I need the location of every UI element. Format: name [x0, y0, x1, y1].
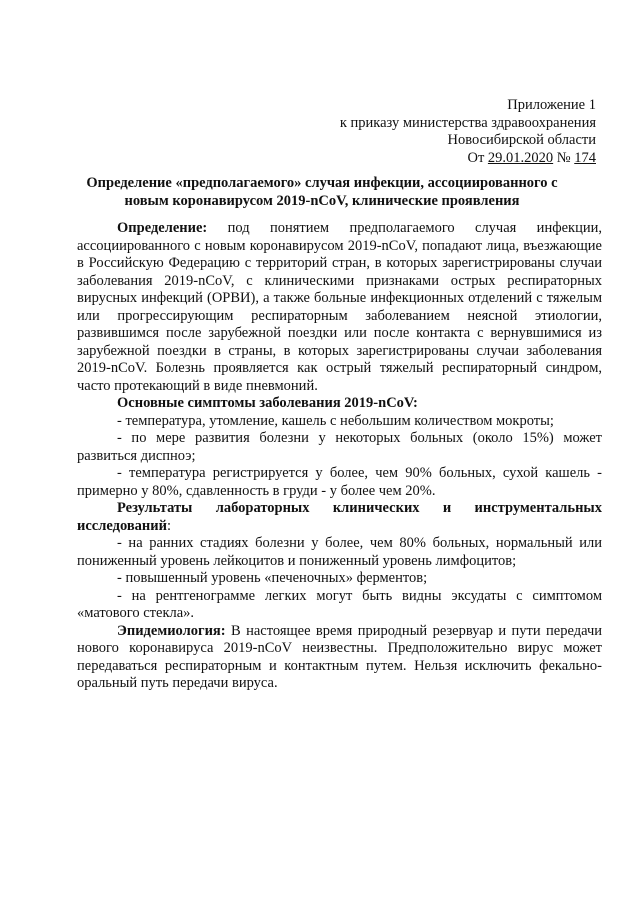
appendix-line2: к приказу министерства здравоохранения: [339, 114, 596, 131]
appendix-order-line: [340, 150, 596, 168]
appendix-line3: Новосибирской области: [447, 132, 596, 148]
appendix-line1: Приложение 1: [507, 97, 596, 113]
appendix-header: [340, 97, 596, 167]
symptom-item: - температура, утомление, кашель с небольшим количеством мокроты;: [117, 412, 554, 429]
title-line2: новым коронавирусом 2019-nCoV, клинические проявления: [124, 192, 520, 209]
lab-item: - на рентгенограмме легких могут быть видны эксудаты с симптомом «матового стекла».: [77, 587, 602, 621]
definition-text: под понятием предполагаемого случая инфекции, ассоциированного с новым коронавирусом 2019-nCoV, попадают лица, въезжающие в Российскую Федерацию с территорий стран, в которых зарегистрированы случаи заболевания 2019-nCoV, с клиническими признаками острых респираторных вирусных инфекций (ОРВИ), а также больные инфекционных отделений с тяжелым или прогрессирующим респираторным заболеванием неясной этиологии, развившимся после зарубежной поездки или после контакта с вернувшимися из зарубежной поездки в страны, в которых зарегистрированы случаи заболевания 2019-nCoV. Болезнь проявляется как острый тяжелый респираторный синдром, часто протекающий в виде пневмоний.: [77, 220, 602, 394]
symptoms-heading: Основные симптомы заболевания 2019-nCoV:: [117, 395, 418, 411]
document-body: [77, 220, 602, 693]
epidemiology-label: Эпидемиология:: [117, 622, 226, 639]
symptom-item: - температура регистрируется у более, чем 90% больных, сухой кашель - примерно у 80%, сдавленность в груди - у более чем 20%.: [77, 465, 602, 499]
epidemiology-text: В настоящее время природный резервуар и пути передачи нового коронавируса 2019-nCoV неизвестны. Предположительно вирус может передаваться респираторным и контактным путем. Нельзя исключить фекально-оральный путь передачи вируса.: [77, 622, 602, 691]
lab-heading-colon: :: [166, 517, 172, 534]
definition-paragraph: [77, 220, 602, 395]
lab-item: - повышенный уровень «печеночных» ферментов;: [117, 570, 428, 586]
document-title: [82, 175, 562, 210]
title-line1: Определение «предполагаемого» случая инфекции, ассоциированного с: [86, 175, 558, 191]
symptom-item: - по мере развития болезни у некоторых больных (около 15%) может развиться диспноэ;: [77, 430, 602, 464]
date-prefix: От: [467, 149, 488, 166]
order-number: 174: [574, 149, 596, 166]
lab-item: - на ранних стадиях болезни у более, чем 80% больных, нормальный или пониженный уровень лейкоцитов и пониженный уровень лимфоцитов;: [77, 535, 602, 569]
lab-heading-text: Результаты лабораторных клинических и инструментальных исследований: [77, 500, 602, 534]
epidemiology-paragraph: [77, 623, 602, 693]
number-sign: №: [553, 149, 575, 166]
order-date: 29.01.2020: [487, 149, 554, 166]
definition-label: Определение:: [117, 220, 208, 236]
lab-heading: [77, 500, 602, 535]
